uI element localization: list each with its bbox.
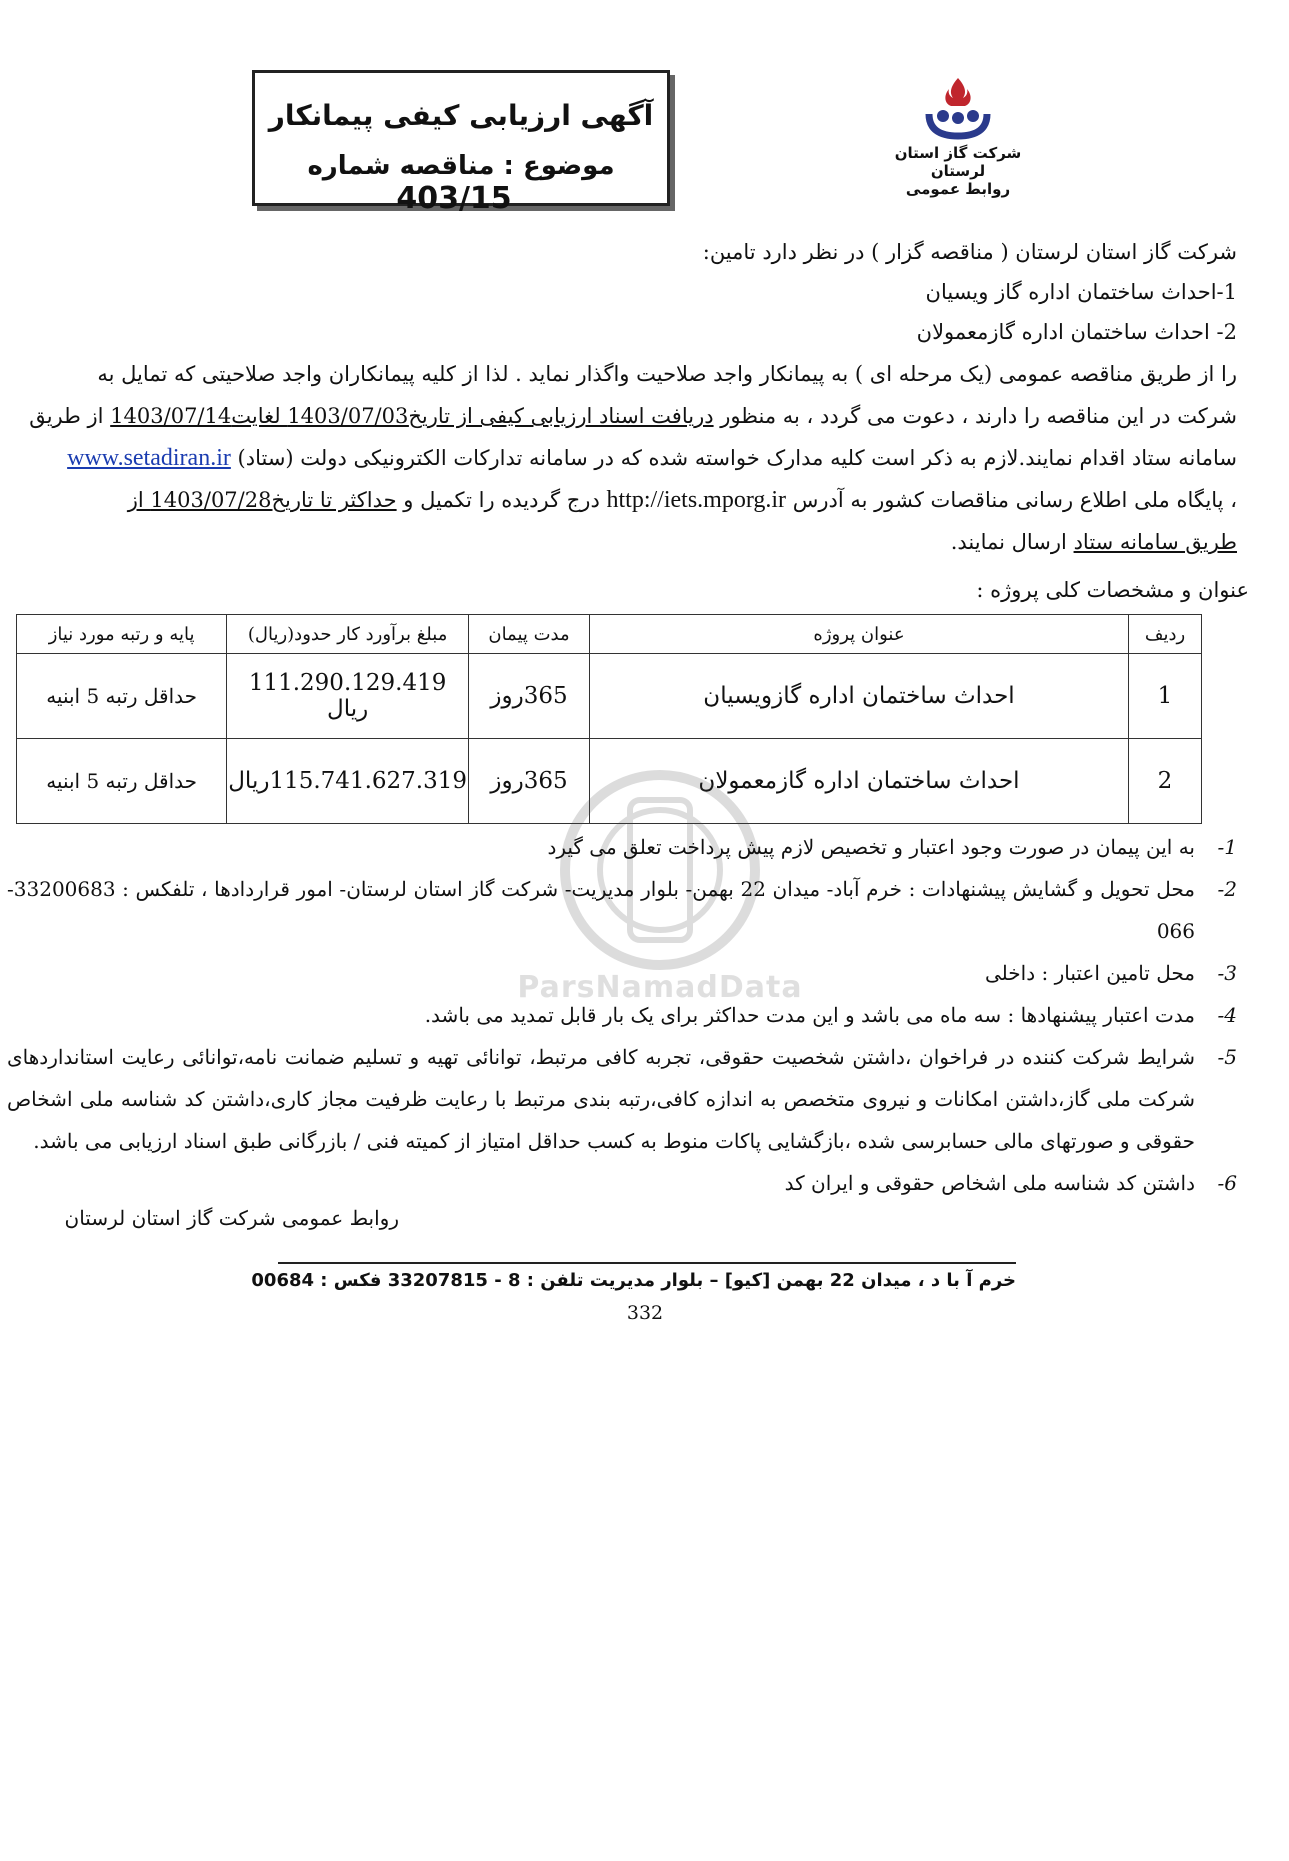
amount-unit: ریال (326, 696, 369, 722)
paragraph-line-2 (29, 396, 1237, 438)
col-header-project-title: عنوان پروژه (590, 615, 1129, 654)
company-logo (868, 74, 1048, 204)
project-amount (227, 739, 469, 824)
condition-item (7, 826, 1237, 868)
condition-number: 3- (1217, 961, 1237, 985)
paragraph-line-3 (57, 438, 1237, 480)
project-title: احداث ساختمان اداره گازمعمولان (590, 739, 1129, 824)
col-header-grade: پایه و رتبه مورد نیاز (17, 615, 227, 654)
project-title: احداث ساختمان اداره گازویسیان (590, 654, 1129, 739)
notice-subject (255, 151, 667, 216)
conditions-list (7, 826, 1237, 1204)
condition-text: شرایط شرکت کننده در فراخوان ،داشتن شخصیت حقوقی، تجربه کافی مرتبط، توانائی تهیه و تسلیم ضمانت نامه،توانائی رعایت استانداردهای شرکت ملی گاز،داشتن امکانات و نیروی متخصص به اندازه کافی،رتبه بندی مرتبط با رعایت ظرفیت مجاز کاری،داشتن کد شناسه ملی اشخاص حقوقی و صورتهای مالی حسابرسی شده ،بازگشایی پاکات منوط به کسب حداقل امتیاز از کمیته فنی / بازرگانی طبق اسناد ارزیابی می باشد. (7, 1045, 1195, 1153)
paragraph-line-4 (57, 480, 1237, 522)
col-header-row-number: ردیف (1129, 615, 1202, 654)
project-duration: 365روز (469, 739, 590, 824)
iets-link[interactable]: http://iets.mporg.ir (606, 487, 787, 513)
col-header-amount: مبلغ برآورد کار حدود(ریال) (227, 615, 469, 654)
condition-number: 4- (1217, 1003, 1237, 1027)
project-duration: 365روز (469, 654, 590, 739)
intro-item-1: 1-احداث ساختمان اداره گاز ویسیان (925, 280, 1237, 304)
document-dates: دریافت اسناد ارزیابی کیفی از تاریخ1403/07/03 لغایت1403/07/14 (110, 404, 714, 428)
condition-text: داشتن کد شناسه ملی اشخاص حقوقی و ایران کد (784, 1171, 1195, 1195)
setadiran-link[interactable]: www.setadiran.ir (67, 445, 231, 471)
logo-company-name: شرکت گاز استان لرستان (894, 144, 1022, 180)
paragraph-text: سامانه ستاد اقدام نمایند.لازم به ذکر است کلیه مدارک خواسته شده که در سامانه تدارکات الکترونیکی دولت (ستاد) (237, 446, 1237, 470)
page-number: 332 (626, 1302, 664, 1324)
project-grade: حداقل رتبه 5 ابنیه (17, 654, 227, 739)
intro-block (37, 232, 1237, 352)
col-header-duration: مدت پیمان (469, 615, 590, 654)
tender-number: 403/15 (396, 181, 512, 216)
condition-item (7, 952, 1237, 994)
logo-department: روابط عمومی (905, 180, 1011, 198)
table-header-row (17, 615, 1202, 654)
gas-flame-logo-icon (915, 74, 1001, 142)
footer-divider (278, 1262, 1016, 1264)
amount-value: 111.290.129.419 (248, 670, 447, 696)
project-grade: حداقل رتبه 5 ابنیه (17, 739, 227, 824)
project-amount (227, 654, 469, 739)
table-row (17, 654, 1202, 739)
paragraph-text: ، پایگاه ملی اطلاع رسانی مناقصات کشور به آدرس (792, 488, 1237, 512)
amount-value: 115.741.627.319 (269, 768, 467, 794)
row-number: 2 (1129, 739, 1202, 824)
paragraph-line-1: را از طریق مناقصه عمومی (یک مرحله ای ) به پیمانکار واجد صلاحیت واگذار نماید . لذا از کلیه پیمانکاران واجد صلاحیتی که تمایل به (97, 362, 1237, 386)
table-row (17, 739, 1202, 824)
table-title: عنوان و مشخصات کلی پروژه : (976, 578, 1249, 602)
paragraph-line-5 (57, 522, 1237, 564)
footer-address: خرم آ با د ، میدان 22 بهمن [کیو] – بلوار مدیریت تلفن : 8 - 33207815 فکس : 00684 (251, 1270, 1016, 1291)
intro-line: شرکت گاز استان لرستان ( مناقصه گزار ) در نظر دارد تامین: (702, 240, 1237, 264)
condition-item (7, 868, 1237, 952)
row-number: 1 (1129, 654, 1202, 739)
paragraph-text: از طریق (29, 404, 104, 428)
condition-text: مدت اعتبار پیشنهادها : سه ماه می باشد و این مدت حداکثر برای یک بار قابل تمدید می باشد. (424, 1003, 1195, 1027)
setad-system: طریق سامانه ستاد (1073, 530, 1237, 554)
amount-unit: ریال (228, 768, 270, 794)
main-paragraph (29, 354, 1237, 564)
notice-title-box (252, 70, 670, 216)
condition-text: محل تحویل و گشایش پیشنهادات : خرم آباد- میدان 22 بهمن- بلوار مدیریت- شرکت گاز استان لرستان- امور قراردادها ، تلفکس : 33200683-066 (7, 877, 1195, 943)
paragraph-text: شرکت در این مناقصه را دارند ، دعوت می گردد ، به منظور (720, 404, 1237, 428)
condition-text: به این پیمان در صورت وجود اعتبار و تخصیص لازم پیش پرداخت تعلق می گیرد (547, 835, 1195, 859)
notice-title: آگهی ارزیابی کیفی پیمانکار (268, 99, 654, 132)
deadline-date: حداکثر تا تاریخ1403/07/28 از (127, 488, 397, 512)
condition-text: محل تامین اعتبار : داخلی (985, 961, 1195, 985)
condition-number: 1- (1217, 835, 1237, 859)
watermark-text: ParsNamadData (517, 970, 803, 1005)
condition-number: 2- (1217, 877, 1237, 901)
condition-item (7, 1036, 1237, 1162)
projects-table (16, 614, 1202, 824)
condition-item (7, 994, 1237, 1036)
paragraph-text: ارسال نمایند. (950, 530, 1067, 554)
subject-prefix: موضوع : مناقصه شماره (307, 151, 615, 181)
paragraph-text: درج گردیده را تکمیل و (403, 488, 600, 512)
condition-number: 6- (1217, 1171, 1237, 1195)
condition-item (7, 1162, 1237, 1204)
signature: روابط عمومی شرکت گاز استان لرستان (64, 1206, 399, 1230)
intro-item-2: 2- احداث ساختمان اداره گازمعمولان (916, 320, 1237, 344)
condition-number: 5- (1217, 1045, 1237, 1069)
